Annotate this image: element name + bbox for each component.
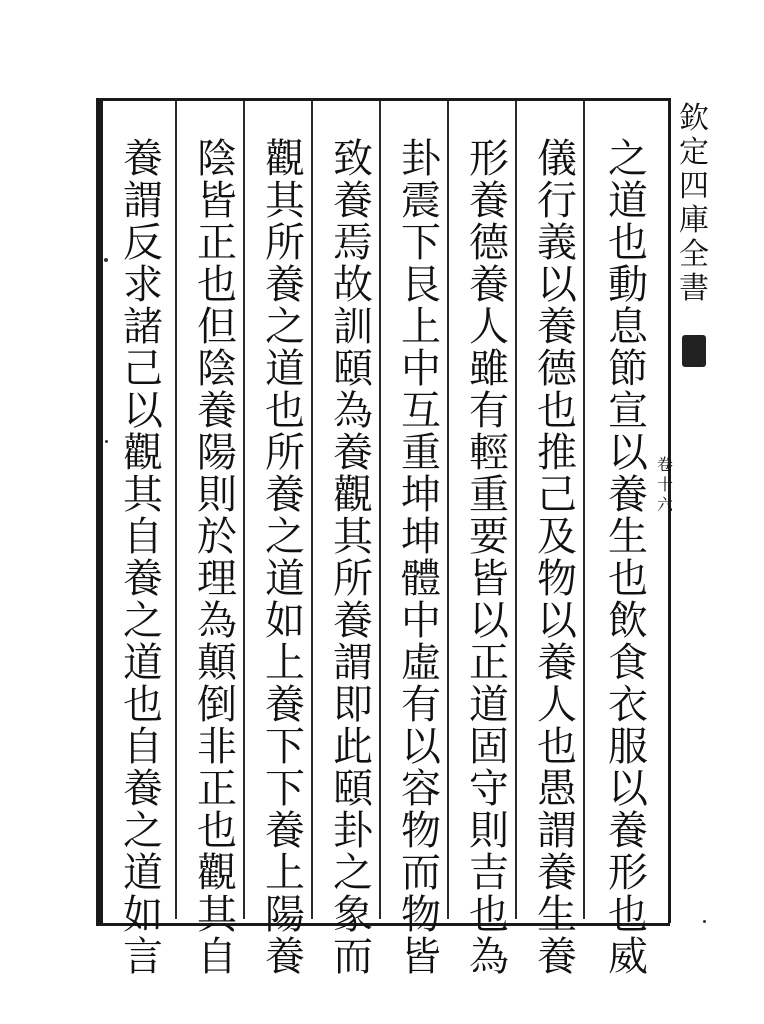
column-character: 為 [197, 598, 237, 644]
column-character: 道 [123, 850, 163, 896]
column-character: 陽 [265, 892, 305, 938]
ink-speck [105, 440, 108, 443]
column-character: 物 [401, 808, 441, 854]
text-column-4 [391, 136, 451, 980]
column-character: 訓 [333, 304, 373, 350]
column-character: 故 [333, 262, 373, 308]
column-character: 養 [197, 388, 237, 434]
column-character: 觀 [265, 136, 305, 182]
column-character: 義 [537, 220, 577, 266]
column-character: 推 [537, 430, 577, 476]
column-character: 反 [123, 220, 163, 266]
column-character: 也 [197, 262, 237, 308]
column-character: 之 [265, 514, 305, 560]
column-character: 也 [537, 388, 577, 434]
column-character: 其 [197, 892, 237, 938]
column-character: 養 [608, 808, 648, 854]
column-character: 以 [608, 430, 648, 476]
margin-title-character: 定 [679, 135, 709, 170]
margin-volume-character: 卷 [656, 455, 673, 474]
column-character: 養 [265, 934, 305, 980]
column-character: 下 [401, 220, 441, 266]
column-character: 養 [608, 472, 648, 518]
column-character: 正 [197, 766, 237, 812]
column-character: 重 [469, 472, 509, 518]
margin-book-title [674, 102, 714, 306]
column-character: 雖 [469, 346, 509, 392]
column-character: 以 [537, 262, 577, 308]
column-character: 觀 [197, 850, 237, 896]
column-character: 坤 [401, 472, 441, 518]
text-column-3 [459, 136, 519, 980]
column-character: 養 [265, 472, 305, 518]
column-character: 養 [333, 598, 373, 644]
column-character: 上 [401, 304, 441, 350]
column-character: 謂 [123, 178, 163, 224]
column-character: 陰 [197, 346, 237, 392]
column-character: 所 [333, 556, 373, 602]
column-character: 養 [123, 766, 163, 812]
column-character: 但 [197, 304, 237, 350]
column-character: 謂 [333, 640, 373, 686]
column-character: 息 [608, 304, 648, 350]
column-character: 物 [401, 892, 441, 938]
column-character: 養 [333, 178, 373, 224]
margin-title-character: 四 [679, 169, 709, 204]
column-rule [175, 101, 177, 919]
column-character: 養 [265, 682, 305, 728]
column-character: 即 [333, 682, 373, 728]
column-character: 理 [197, 556, 237, 602]
column-character: 固 [469, 724, 509, 770]
column-character: 此 [333, 724, 373, 770]
column-character: 儀 [537, 136, 577, 182]
column-character: 以 [123, 388, 163, 434]
text-column-8 [113, 136, 173, 980]
column-character: 為 [333, 388, 373, 434]
column-character: 食 [608, 640, 648, 686]
column-character: 道 [265, 346, 305, 392]
column-character: 皆 [197, 178, 237, 224]
column-character: 行 [537, 178, 577, 224]
column-character: 道 [265, 556, 305, 602]
column-character: 養 [123, 556, 163, 602]
column-character: 有 [401, 682, 441, 728]
margin-fish-tail-mark [682, 335, 706, 367]
column-character: 也 [608, 556, 648, 602]
column-character: 顛 [197, 640, 237, 686]
column-character: 陽 [197, 430, 237, 476]
column-character: 衣 [608, 682, 648, 728]
column-character: 道 [608, 178, 648, 224]
column-character: 宣 [608, 388, 648, 434]
column-character: 人 [469, 304, 509, 350]
column-character: 道 [123, 640, 163, 686]
column-character: 飲 [608, 598, 648, 644]
column-character: 上 [265, 850, 305, 896]
column-character: 則 [197, 472, 237, 518]
column-character: 養 [537, 640, 577, 686]
margin-volume-character: 六 [656, 495, 673, 514]
column-character: 而 [333, 934, 373, 980]
column-character: 觀 [333, 472, 373, 518]
column-character: 自 [123, 514, 163, 560]
column-character: 人 [537, 682, 577, 728]
column-character: 己 [123, 346, 163, 392]
column-character: 也 [608, 220, 648, 266]
frame-left-border [96, 98, 103, 923]
column-character: 致 [333, 136, 373, 182]
column-character: 其 [123, 472, 163, 518]
column-character: 其 [265, 178, 305, 224]
margin-title-character: 庫 [679, 203, 709, 238]
text-column-2 [527, 136, 587, 980]
column-character: 節 [608, 346, 648, 392]
column-character: 謂 [537, 808, 577, 854]
column-character: 養 [537, 934, 577, 980]
column-character: 震 [401, 178, 441, 224]
text-column-7 [187, 136, 247, 980]
column-character: 有 [469, 388, 509, 434]
column-character: 體 [401, 556, 441, 602]
column-character: 之 [265, 304, 305, 350]
column-character: 坤 [401, 514, 441, 560]
column-character: 威 [608, 934, 648, 980]
column-character: 頤 [333, 766, 373, 812]
column-character: 形 [608, 850, 648, 896]
column-character: 互 [401, 388, 441, 434]
column-character: 也 [537, 724, 577, 770]
column-character: 養 [537, 304, 577, 350]
column-character: 德 [537, 346, 577, 392]
column-character: 養 [469, 178, 509, 224]
column-character: 形 [469, 136, 509, 182]
column-character: 以 [537, 598, 577, 644]
column-character: 生 [537, 892, 577, 938]
column-character: 重 [401, 430, 441, 476]
column-character: 之 [608, 136, 648, 182]
column-character: 而 [401, 850, 441, 896]
column-character: 之 [333, 850, 373, 896]
column-character: 及 [537, 514, 577, 560]
column-character: 所 [265, 430, 305, 476]
column-character: 物 [537, 556, 577, 602]
column-character: 言 [123, 934, 163, 980]
column-character: 倒 [197, 682, 237, 728]
column-character: 也 [197, 808, 237, 854]
column-character: 輕 [469, 430, 509, 476]
column-character: 守 [469, 766, 509, 812]
column-character: 中 [401, 346, 441, 392]
column-character: 自 [197, 934, 237, 980]
column-character: 己 [537, 472, 577, 518]
margin-title-character: 全 [679, 237, 709, 272]
column-character: 也 [469, 892, 509, 938]
column-character: 動 [608, 262, 648, 308]
column-character: 求 [123, 262, 163, 308]
margin-title-character: 欽 [679, 101, 709, 136]
margin-title-character: 書 [679, 271, 709, 306]
column-character: 中 [401, 598, 441, 644]
text-column-1 [598, 136, 658, 980]
column-character: 道 [469, 682, 509, 728]
column-character: 養 [265, 262, 305, 308]
column-character: 吉 [469, 850, 509, 896]
column-character: 諸 [123, 304, 163, 350]
column-character: 下 [265, 766, 305, 812]
column-character: 之 [123, 808, 163, 854]
column-character: 皆 [469, 556, 509, 602]
column-character: 如 [123, 892, 163, 938]
column-character: 艮 [401, 262, 441, 308]
column-character: 如 [265, 598, 305, 644]
column-character: 下 [265, 724, 305, 770]
column-character: 愚 [537, 766, 577, 812]
text-column-5 [323, 136, 383, 980]
column-character: 觀 [123, 430, 163, 476]
column-character: 以 [608, 766, 648, 812]
column-character: 服 [608, 724, 648, 770]
column-character: 以 [401, 724, 441, 770]
column-character: 也 [608, 892, 648, 938]
column-character: 養 [469, 262, 509, 308]
column-character: 則 [469, 808, 509, 854]
column-character: 其 [333, 514, 373, 560]
column-character: 為 [469, 934, 509, 980]
text-column-6 [255, 136, 315, 980]
column-character: 生 [608, 514, 648, 560]
ink-speck [703, 920, 706, 923]
column-character: 陰 [197, 136, 237, 182]
column-character: 皆 [401, 934, 441, 980]
column-character: 於 [197, 514, 237, 560]
column-character: 上 [265, 640, 305, 686]
column-character: 卦 [333, 808, 373, 854]
column-character: 正 [469, 640, 509, 686]
column-character: 養 [265, 808, 305, 854]
column-character: 德 [469, 220, 509, 266]
column-character: 養 [537, 850, 577, 896]
column-character: 養 [333, 430, 373, 476]
column-character: 之 [123, 598, 163, 644]
column-character: 卦 [401, 136, 441, 182]
column-character: 象 [333, 892, 373, 938]
column-character: 要 [469, 514, 509, 560]
column-character: 養 [123, 136, 163, 182]
column-character: 頤 [333, 346, 373, 392]
column-character: 虛 [401, 640, 441, 686]
ink-speck [104, 258, 108, 262]
column-character: 焉 [333, 220, 373, 266]
column-character: 正 [197, 220, 237, 266]
column-character: 非 [197, 724, 237, 770]
column-character: 以 [469, 598, 509, 644]
column-character: 也 [265, 388, 305, 434]
column-character: 容 [401, 766, 441, 812]
column-character: 自 [123, 724, 163, 770]
column-character: 所 [265, 220, 305, 266]
margin-volume-label [650, 455, 680, 515]
margin-volume-character: 十 [656, 475, 673, 494]
column-character: 也 [123, 682, 163, 728]
